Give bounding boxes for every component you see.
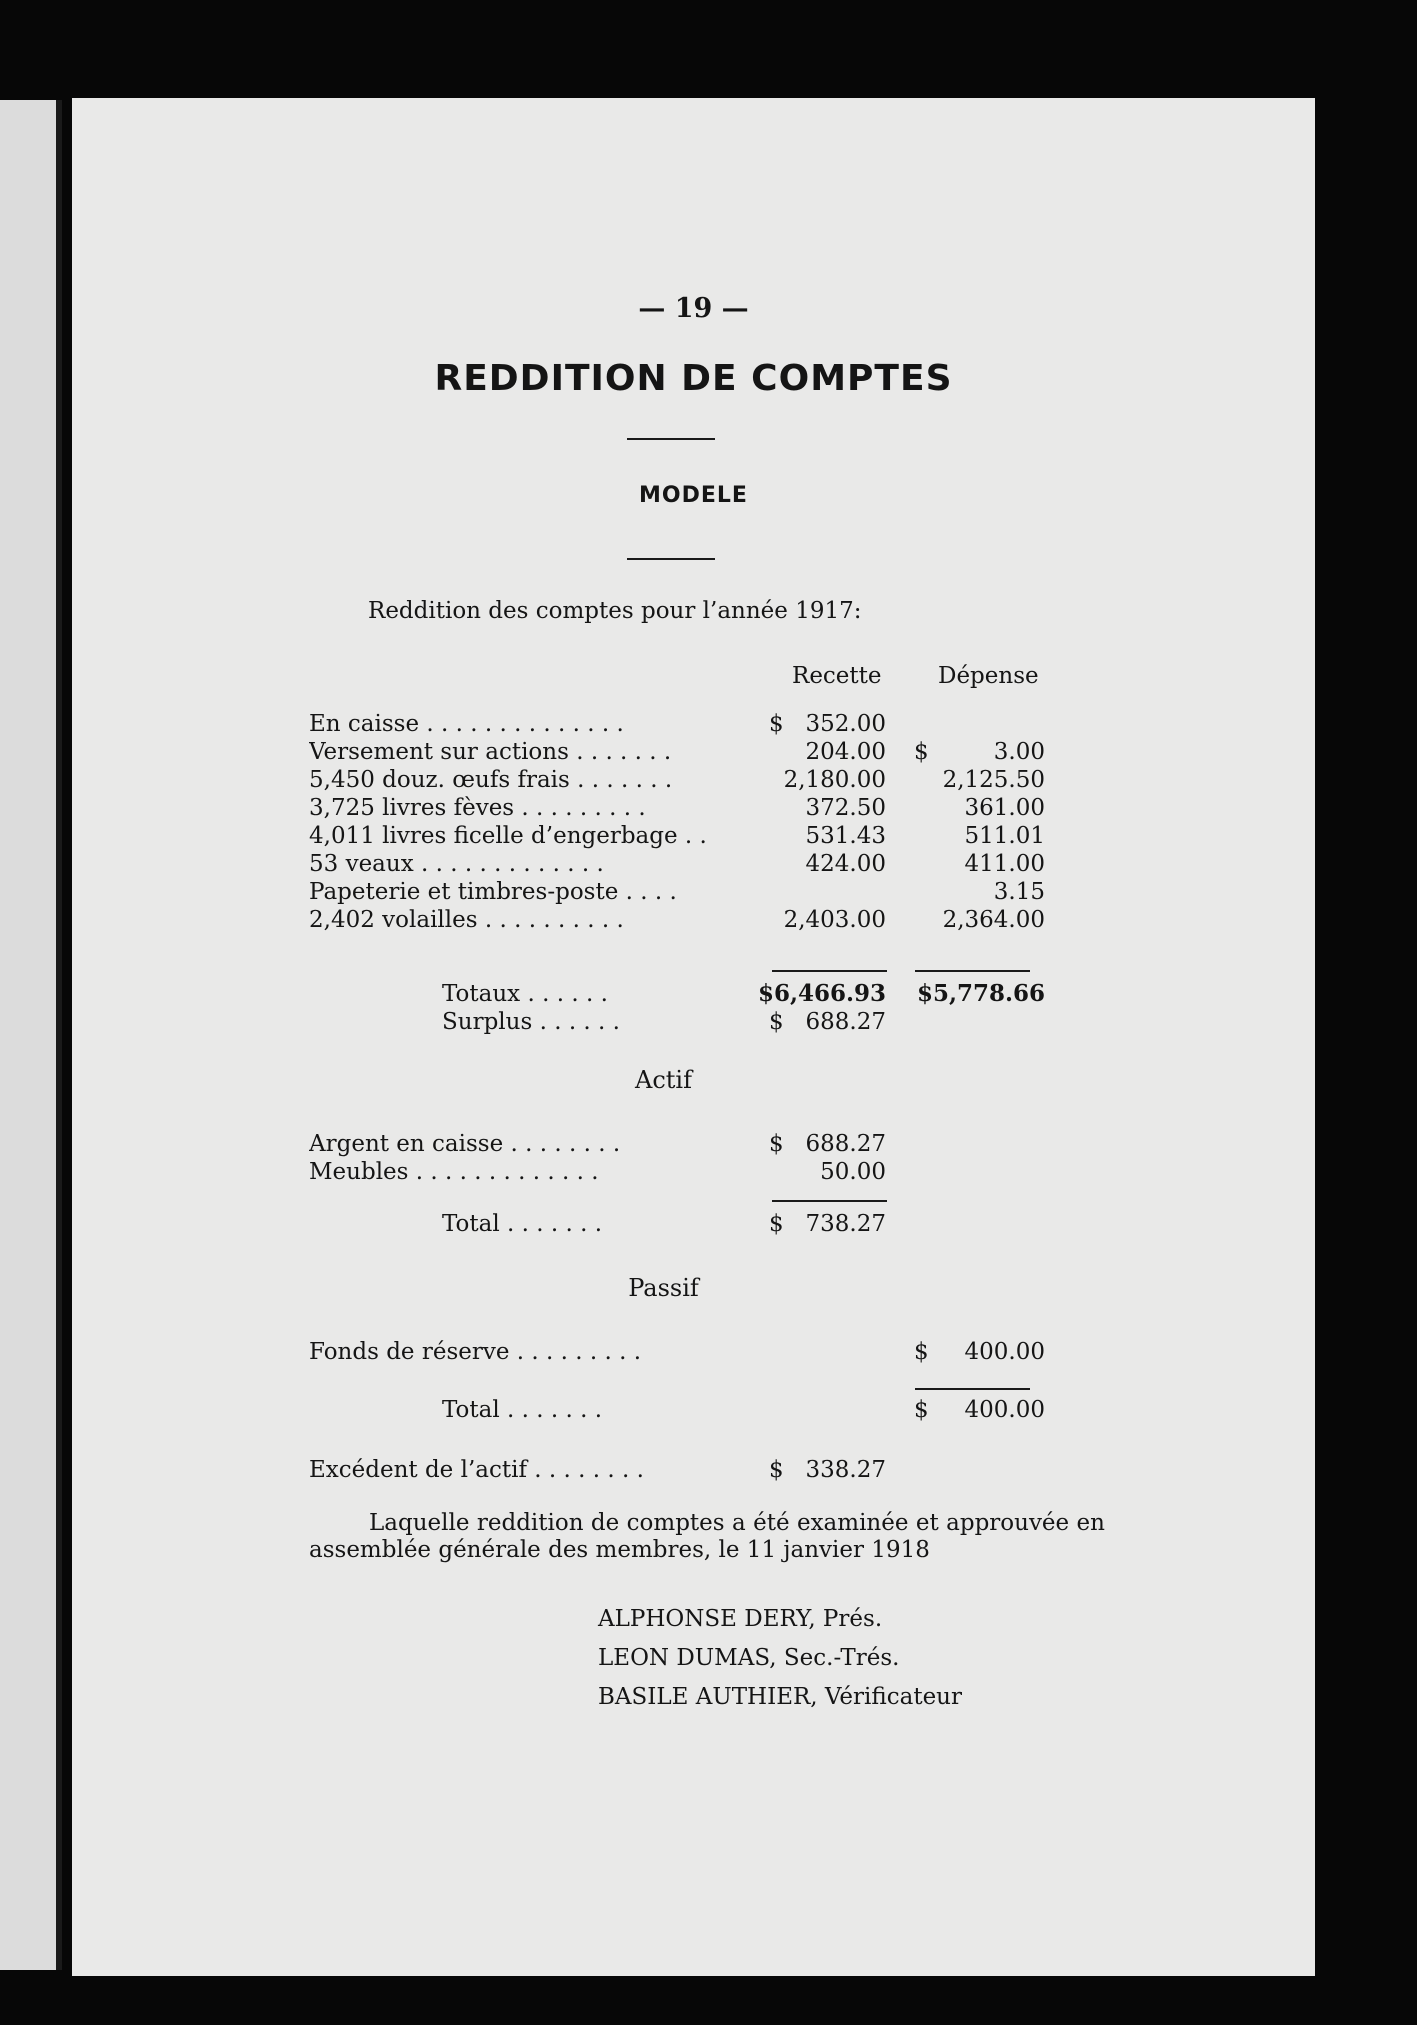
passif-value: 400.00 xyxy=(964,1339,1045,1365)
recette-value: 2,403.00 xyxy=(783,907,886,933)
excedent-row xyxy=(72,1456,1315,1484)
passif-total-value: 400.00 xyxy=(964,1397,1045,1423)
recette-value: 372.50 xyxy=(805,795,886,821)
document-page xyxy=(72,98,1315,1976)
totals-rule-depense xyxy=(915,970,1030,972)
row-label: 4,011 livres ficelle d’engerbage . . xyxy=(309,823,707,849)
recette-value: 424.00 xyxy=(805,851,886,877)
recette-value: 531.43 xyxy=(805,823,886,849)
column-header-recette: Recette xyxy=(792,663,882,689)
actif-total-currency: $ xyxy=(769,1211,784,1237)
depense-value: 2,364.00 xyxy=(942,907,1045,933)
actif-heading: Actif xyxy=(635,1066,692,1094)
recette-currency: $ xyxy=(769,711,784,737)
actif-total-label: Total . . . . . . . xyxy=(442,1211,603,1237)
totals-row xyxy=(72,980,1315,1008)
ledger-row xyxy=(72,878,1315,906)
surplus-label: Surplus . . . . . . xyxy=(442,1009,620,1035)
surplus-value: 688.27 xyxy=(805,1009,886,1035)
depense-value: 511.01 xyxy=(964,823,1045,849)
approval-note: Laquelle reddition de comptes a été examinée et approuvée en assemblée générale des membres, le 11 janvier 1918 xyxy=(309,1510,1105,1563)
excedent-currency: $ xyxy=(769,1457,784,1483)
depense-value: 3.00 xyxy=(993,739,1045,765)
actif-label: Argent en caisse . . . . . . . . xyxy=(309,1131,621,1157)
page-number: — 19 — xyxy=(638,293,749,324)
recette-value: 352.00 xyxy=(805,711,886,737)
totals-label: Totaux . . . . . . xyxy=(442,981,608,1007)
depense-value: 3.15 xyxy=(993,879,1045,905)
page-title: REDDITION DE COMPTES xyxy=(434,358,953,399)
depense-value: 361.00 xyxy=(964,795,1045,821)
signature-secretary: LEON DUMAS, Sec.-Trés. xyxy=(598,1645,900,1671)
ledger-row xyxy=(72,794,1315,822)
actif-value: 688.27 xyxy=(805,1131,886,1157)
excedent-label: Excédent de l’actif . . . . . . . . xyxy=(309,1457,644,1483)
passif-total-rule xyxy=(915,1388,1030,1390)
passif-label: Fonds de réserve . . . . . . . . . xyxy=(309,1339,642,1365)
ledger-row xyxy=(72,822,1315,850)
column-header-depense: Dépense xyxy=(938,663,1039,689)
row-label: Papeterie et timbres-poste . . . . xyxy=(309,879,677,905)
actif-value: 50.00 xyxy=(820,1159,886,1185)
row-label: 5,450 douz. œufs frais . . . . . . . xyxy=(309,767,673,793)
passif-total-row xyxy=(72,1396,1315,1424)
page-gutter xyxy=(56,100,62,1970)
actif-row xyxy=(72,1158,1315,1186)
row-label: 2,402 volailles . . . . . . . . . . xyxy=(309,907,624,933)
depense-currency: $ xyxy=(914,739,929,765)
depense-value: 411.00 xyxy=(964,851,1045,877)
actif-total-value: 738.27 xyxy=(805,1211,886,1237)
depense-value: 2,125.50 xyxy=(942,767,1045,793)
actif-row xyxy=(72,1130,1315,1158)
actif-label: Meubles . . . . . . . . . . . . . xyxy=(309,1159,599,1185)
recette-value: 2,180.00 xyxy=(783,767,886,793)
row-label: Versement sur actions . . . . . . . xyxy=(309,739,672,765)
passif-row xyxy=(72,1338,1315,1366)
surplus-currency: $ xyxy=(769,1009,784,1035)
title-divider xyxy=(627,438,715,440)
excedent-value: 338.27 xyxy=(805,1457,886,1483)
ledger-row xyxy=(72,850,1315,878)
actif-total-rule xyxy=(772,1200,887,1202)
passif-heading: Passif xyxy=(628,1274,699,1302)
surplus-row xyxy=(72,1008,1315,1036)
signature-president: ALPHONSE DERY, Prés. xyxy=(598,1606,883,1632)
ledger-row xyxy=(72,738,1315,766)
subtitle: MODELE xyxy=(639,483,748,508)
ledger-row xyxy=(72,766,1315,794)
intro-text: Reddition des comptes pour l’année 1917: xyxy=(368,598,862,624)
passif-total-currency: $ xyxy=(914,1397,929,1423)
facing-page-edge xyxy=(0,100,62,1970)
ledger-row xyxy=(72,710,1315,738)
totals-rule-recette xyxy=(772,970,887,972)
row-label: En caisse . . . . . . . . . . . . . . xyxy=(309,711,624,737)
totals-recette: $6,466.93 xyxy=(757,980,886,1007)
totals-depense: $5,778.66 xyxy=(916,980,1045,1007)
actif-total-row xyxy=(72,1210,1315,1238)
signature-auditor: BASILE AUTHIER, Vérificateur xyxy=(598,1684,962,1710)
row-label: 3,725 livres fèves . . . . . . . . . xyxy=(309,795,646,821)
recette-value: 204.00 xyxy=(805,739,886,765)
passif-total-label: Total . . . . . . . xyxy=(442,1397,603,1423)
actif-currency: $ xyxy=(769,1131,784,1157)
row-label: 53 veaux . . . . . . . . . . . . . xyxy=(309,851,604,877)
passif-currency: $ xyxy=(914,1339,929,1365)
subtitle-divider xyxy=(627,558,715,560)
ledger-row xyxy=(72,906,1315,934)
